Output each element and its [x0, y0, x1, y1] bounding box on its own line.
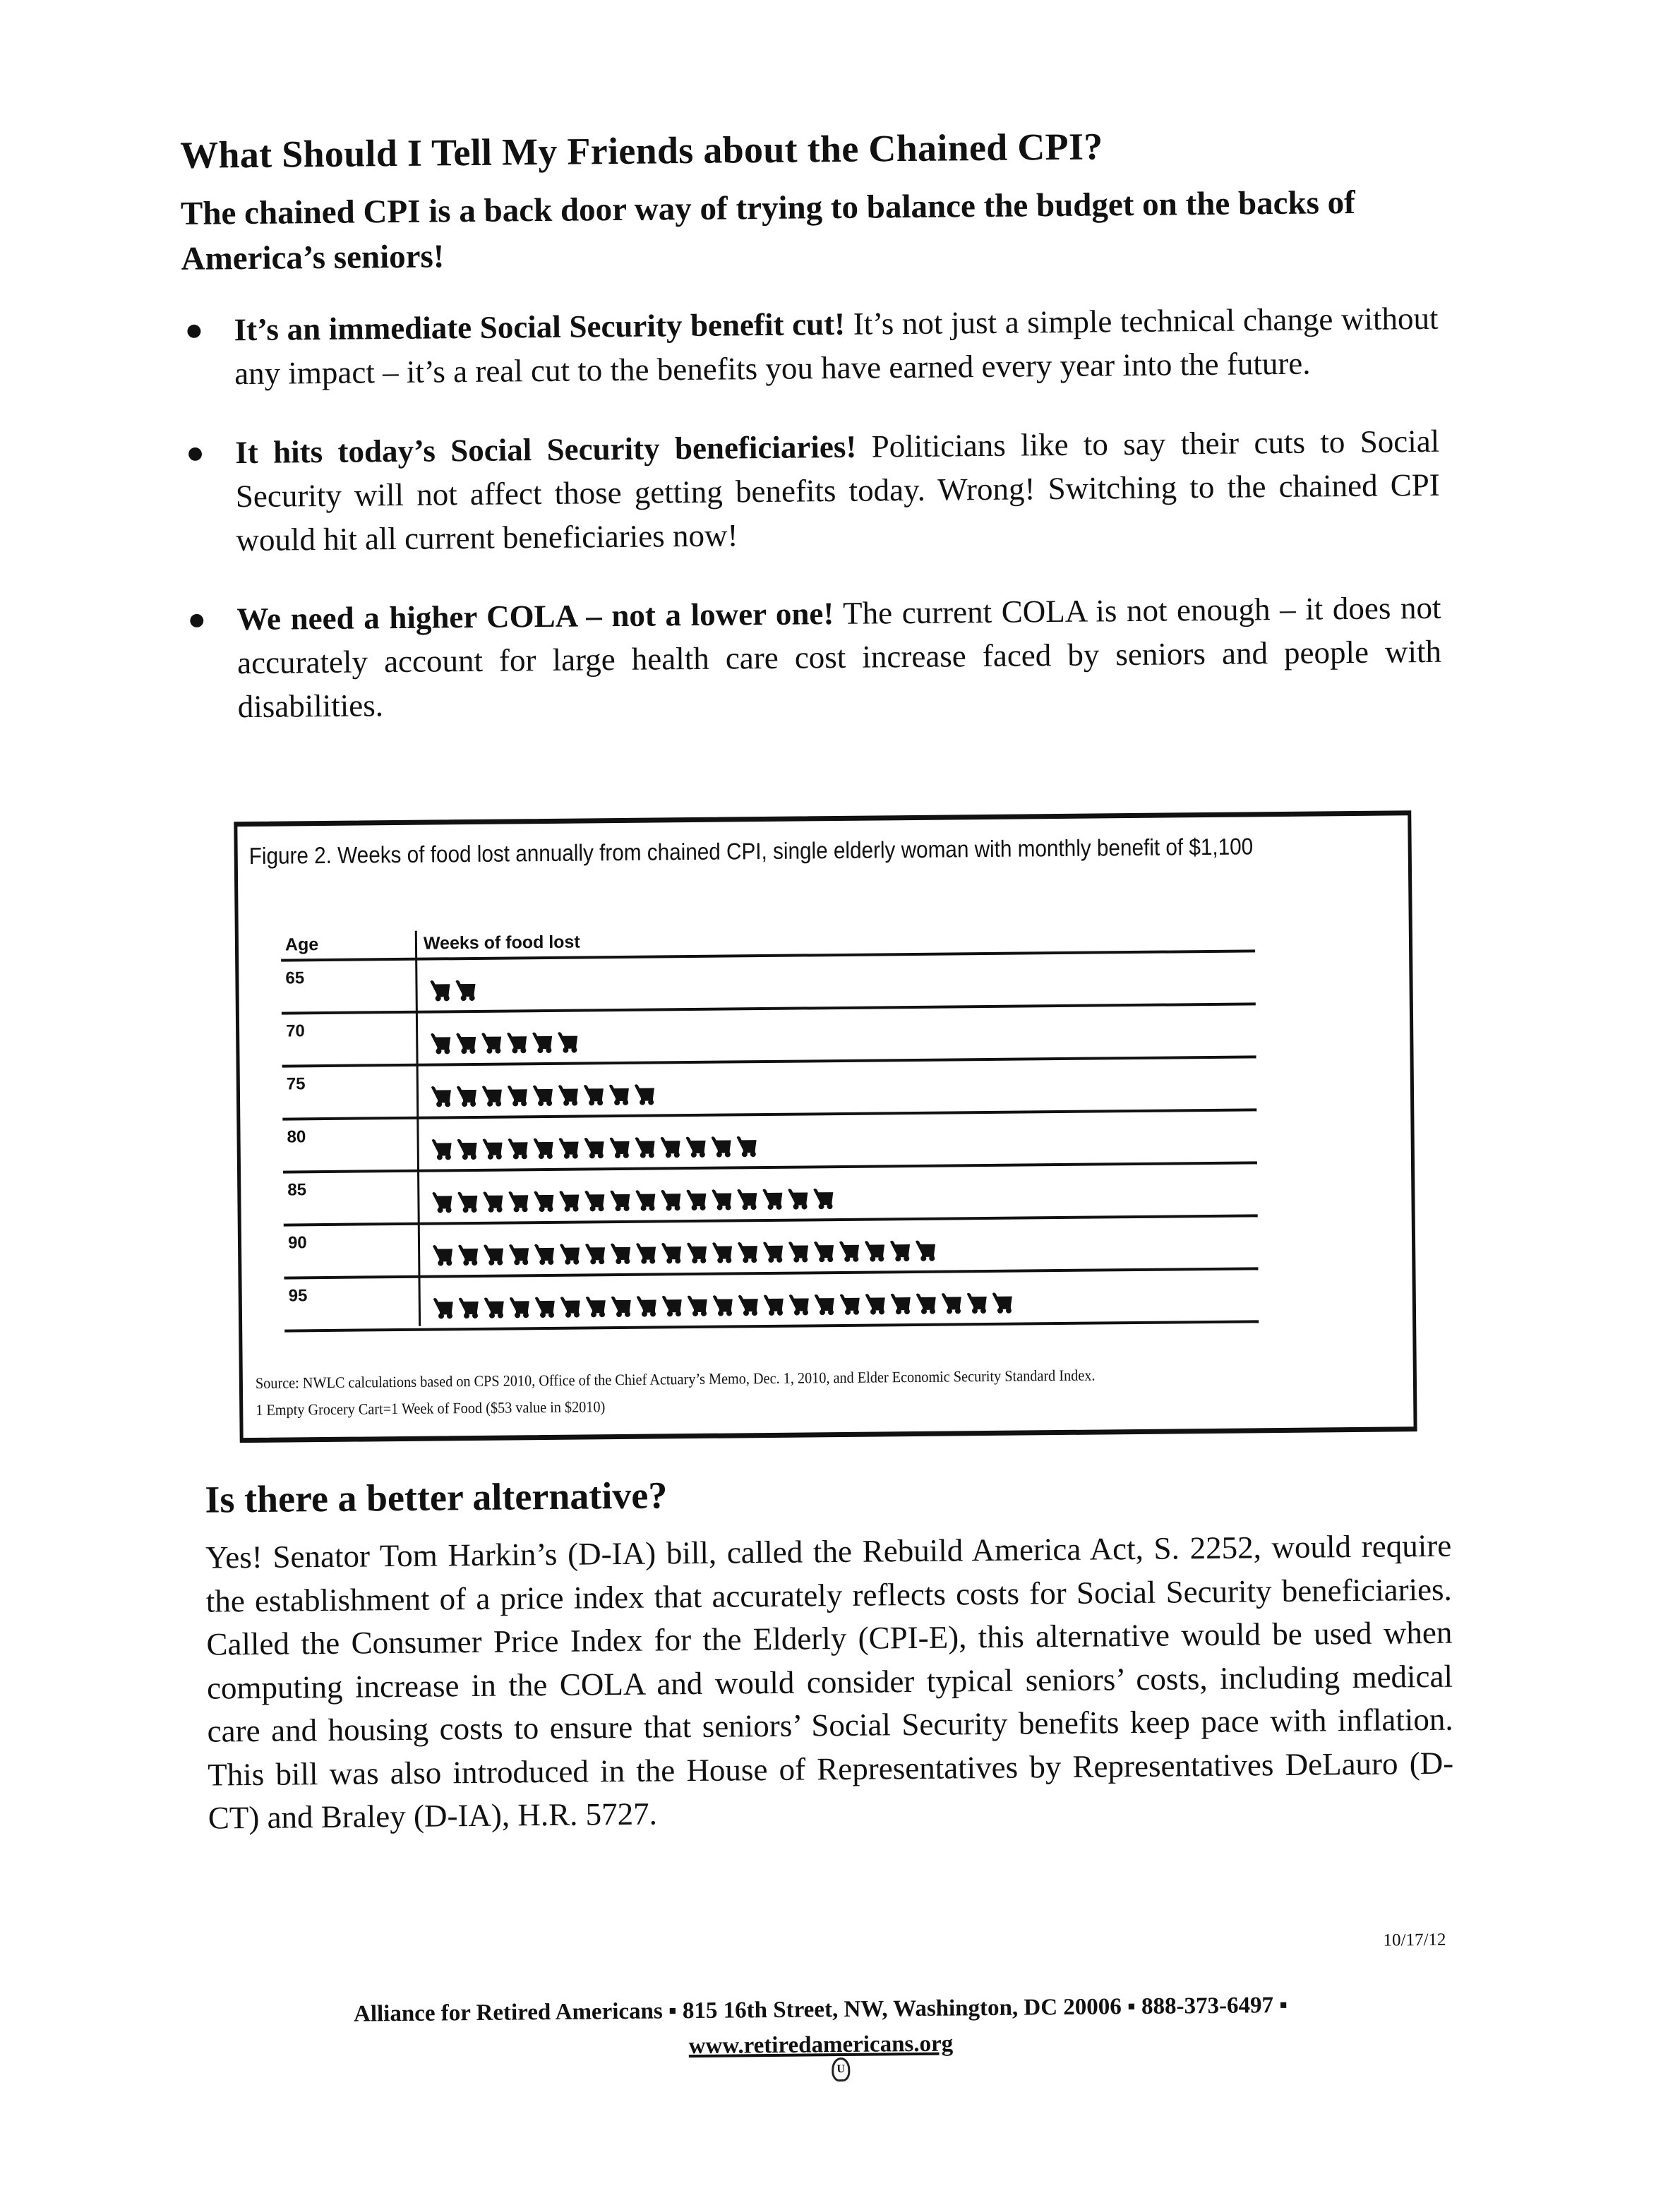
- shopping-cart-icon: [509, 1295, 530, 1323]
- shopping-cart-icon: [584, 1136, 605, 1163]
- shopping-cart-icon: [685, 1135, 707, 1162]
- shopping-cart-icon: [788, 1292, 810, 1320]
- lead-paragraph: The chained CPI is a back door way of trying to balance the budget on the backs of America’s seniors!: [180, 184, 1356, 277]
- bullet-text: It’s not just a simple technical change without any impact – it’s a real cut to the benefits you have earned every year into the future.: [234, 300, 1439, 392]
- table-body: [281, 952, 1259, 1332]
- shopping-cart-icon: [433, 1296, 454, 1323]
- shopping-cart-icon: [737, 1240, 758, 1268]
- shopping-cart-icon: [583, 1083, 604, 1110]
- shopping-cart-icon: [457, 1190, 478, 1218]
- bullet-item: [183, 419, 1441, 563]
- bullet-dot-icon: ●: [186, 435, 205, 470]
- shopping-cart-icon: [458, 1296, 479, 1323]
- table-row: [283, 1164, 1258, 1226]
- shopping-cart-icon: [609, 1189, 630, 1216]
- shopping-cart-icon: [712, 1293, 733, 1321]
- shopping-cart-icon: [788, 1239, 809, 1267]
- table-row: [284, 1217, 1259, 1279]
- shopping-cart-icon: [481, 1084, 503, 1112]
- footer-website-link[interactable]: www.retiredamericans.org: [688, 2031, 954, 2060]
- bullet-text: The current COLA is not enough – it does not accurately account for large health care cost increase faced by seniors and people with disabilities.: [236, 589, 1442, 725]
- shopping-cart-icon: [711, 1134, 732, 1162]
- bullet-dot-icon: ●: [184, 312, 204, 347]
- shopping-cart-icon: [609, 1136, 630, 1163]
- shopping-cart-icon: [532, 1031, 553, 1058]
- shopping-cart-icon: [660, 1188, 681, 1215]
- shopping-cart-icon: [763, 1293, 784, 1321]
- shopping-cart-icon: [661, 1241, 682, 1268]
- shopping-cart-icon: [484, 1296, 505, 1323]
- shopping-cart-icon: [839, 1292, 860, 1320]
- shopping-cart-icon: [431, 1084, 452, 1112]
- shopping-cart-icon: [661, 1294, 683, 1321]
- legend-note: 1 Empty Grocery Cart=1 Week of Food ($53 value in $2010): [256, 1398, 606, 1419]
- shopping-cart-icon: [635, 1189, 656, 1216]
- table-row: [281, 952, 1256, 1014]
- shopping-cart-icon: [482, 1190, 503, 1218]
- figure-source: [256, 1359, 1360, 1424]
- shopping-cart-icon: [787, 1186, 808, 1214]
- shopping-cart-icon: [608, 1083, 630, 1110]
- bullet-list: [181, 296, 1442, 764]
- bullet-bold: We need a higher COLA – not a lower one!: [236, 596, 834, 637]
- shopping-cart-icon: [429, 978, 450, 1006]
- shopping-cart-icon: [711, 1187, 732, 1215]
- cart-pictogram: [429, 978, 476, 1007]
- weeks-column-header: Weeks of food lost: [423, 932, 580, 954]
- shopping-cart-icon: [687, 1294, 708, 1321]
- shopping-cart-icon: [558, 1189, 580, 1217]
- shopping-cart-icon: [481, 1031, 502, 1059]
- shopping-cart-icon: [432, 1243, 453, 1270]
- shopping-cart-icon: [738, 1293, 759, 1321]
- age-label: 95: [288, 1286, 308, 1306]
- shopping-cart-icon: [736, 1134, 757, 1162]
- shopping-cart-icon: [712, 1240, 733, 1268]
- age-label: 90: [287, 1233, 307, 1253]
- shopping-cart-icon: [455, 1031, 476, 1059]
- shopping-cart-icon: [635, 1242, 656, 1269]
- age-label: 70: [285, 1021, 305, 1041]
- bullet-text: Politicians like to say their cuts to Social Security will not affect those getting benefits today. Wrong! Switching to the chained CPI would hit all current beneficiaries now!: [235, 423, 1441, 558]
- shopping-cart-icon: [736, 1187, 757, 1215]
- shopping-cart-icon: [966, 1291, 988, 1318]
- shopping-cart-icon: [558, 1083, 579, 1111]
- shopping-cart-icon: [685, 1188, 707, 1215]
- shopping-cart-icon: [660, 1135, 681, 1162]
- section-heading: Is there a better alternative?: [205, 1474, 668, 1521]
- bullet-bold: It hits today’s Social Security beneficiaries!: [235, 428, 857, 471]
- shopping-cart-icon: [482, 1137, 503, 1165]
- shopping-cart-icon: [611, 1294, 632, 1322]
- figure-title: Figure 2. Weeks of food lost annually from chained CPI, single elderly woman with monthly benefit of $1,100: [248, 833, 1254, 870]
- shopping-cart-icon: [455, 978, 476, 1006]
- shopping-cart-icon: [560, 1295, 581, 1323]
- bullet-dot-icon: ●: [187, 601, 207, 637]
- shopping-cart-icon: [813, 1239, 834, 1267]
- shopping-cart-icon: [941, 1291, 962, 1318]
- bullet-item: [181, 296, 1439, 396]
- shopping-cart-icon: [889, 1239, 911, 1266]
- table-row: [284, 1270, 1259, 1332]
- shopping-cart-icon: [916, 1292, 937, 1319]
- shopping-cart-icon: [457, 1243, 479, 1270]
- document-date: 10/17/12: [1383, 1930, 1446, 1950]
- shopping-cart-icon: [634, 1083, 655, 1110]
- shopping-cart-icon: [507, 1083, 528, 1111]
- shopping-cart-icon: [865, 1292, 886, 1319]
- table-row: [282, 1058, 1257, 1120]
- shopping-cart-icon: [508, 1136, 529, 1164]
- shopping-cart-icon: [508, 1189, 529, 1217]
- cart-pictogram: [431, 1186, 834, 1218]
- age-label: 75: [286, 1074, 306, 1094]
- age-column-header: Age: [284, 935, 319, 955]
- shopping-cart-icon: [864, 1239, 885, 1266]
- bullet-item: [184, 586, 1442, 729]
- shopping-cart-icon: [584, 1242, 606, 1269]
- table-row: [282, 1005, 1256, 1067]
- bullet-bold: It’s an immediate Social Security benefit cut!: [234, 306, 846, 348]
- union-label-icon: U: [832, 2057, 850, 2081]
- shopping-cart-icon: [506, 1031, 527, 1058]
- cart-pictogram: [431, 1134, 757, 1165]
- age-label: 65: [285, 968, 305, 988]
- shopping-cart-icon: [457, 1137, 478, 1165]
- shopping-cart-icon: [992, 1291, 1013, 1318]
- footer-address: Alliance for Retired Americans ▪ 815 16th Street, NW, Washington, DC 20006 ▪ 888-373-6497 ▪: [353, 1992, 1288, 2027]
- shopping-cart-icon: [532, 1083, 553, 1111]
- shopping-cart-icon: [534, 1295, 556, 1323]
- shopping-cart-icon: [559, 1242, 580, 1270]
- shopping-cart-icon: [915, 1239, 936, 1266]
- shopping-cart-icon: [636, 1294, 657, 1322]
- shopping-cart-icon: [814, 1292, 835, 1320]
- source-note: Source: NWLC calculations based on CPS 2010, Office of the Chief Actuary’s Memo, Dec. 1, 2010, and Elder Economic Security Standard Index.: [255, 1366, 1096, 1392]
- age-label: 80: [287, 1127, 306, 1147]
- shopping-cart-icon: [483, 1243, 504, 1270]
- shopping-cart-icon: [430, 1031, 451, 1059]
- shopping-cart-icon: [762, 1187, 783, 1215]
- shopping-cart-icon: [610, 1242, 631, 1269]
- cart-pictogram: [431, 1083, 655, 1112]
- section-body: Yes! Senator Tom Harkin’s (D-IA) bill, called the Rebuild America Act, S. 2252, would require the establishment of a price index that accurately reflects costs for Social Security beneficiaries. Called the Consumer Price Index for the Elderly (CPI-E), this alternative would be used when computing increase in the COLA and would consider typical seniors’ costs, including medical care and housing costs to ensure that seniors’ Social Security benefits keep pace with inflation. This bill was also introduced in the House of Representatives by Representatives DeLauro (D-CT) and Braley (D-IA), H.R. 5727.: [205, 1527, 1454, 1836]
- table-row: [282, 1111, 1257, 1173]
- shopping-cart-icon: [534, 1242, 555, 1270]
- cart-pictogram: [430, 1031, 578, 1059]
- cart-pictogram: [432, 1239, 936, 1271]
- shopping-cart-icon: [431, 1137, 452, 1165]
- shopping-cart-icon: [533, 1136, 554, 1164]
- pictogram-table: [281, 923, 1259, 1332]
- shopping-cart-icon: [762, 1240, 784, 1268]
- shopping-cart-icon: [431, 1190, 452, 1218]
- shopping-cart-icon: [686, 1241, 707, 1268]
- figure-box: [234, 810, 1417, 1443]
- age-label: 85: [287, 1180, 307, 1200]
- shopping-cart-icon: [585, 1294, 606, 1322]
- shopping-cart-icon: [890, 1292, 911, 1319]
- shopping-cart-icon: [456, 1084, 477, 1112]
- page-title: What Should I Tell My Friends about the Chained CPI?: [179, 125, 1103, 176]
- shopping-cart-icon: [635, 1136, 656, 1163]
- shopping-cart-icon: [839, 1239, 860, 1267]
- shopping-cart-icon: [557, 1031, 578, 1058]
- shopping-cart-icon: [508, 1242, 529, 1270]
- footer: [220, 1986, 1421, 2068]
- shopping-cart-icon: [558, 1136, 580, 1164]
- shopping-cart-icon: [533, 1189, 554, 1217]
- shopping-cart-icon: [584, 1189, 605, 1216]
- shopping-cart-icon: [812, 1186, 834, 1214]
- cart-pictogram: [433, 1291, 1013, 1324]
